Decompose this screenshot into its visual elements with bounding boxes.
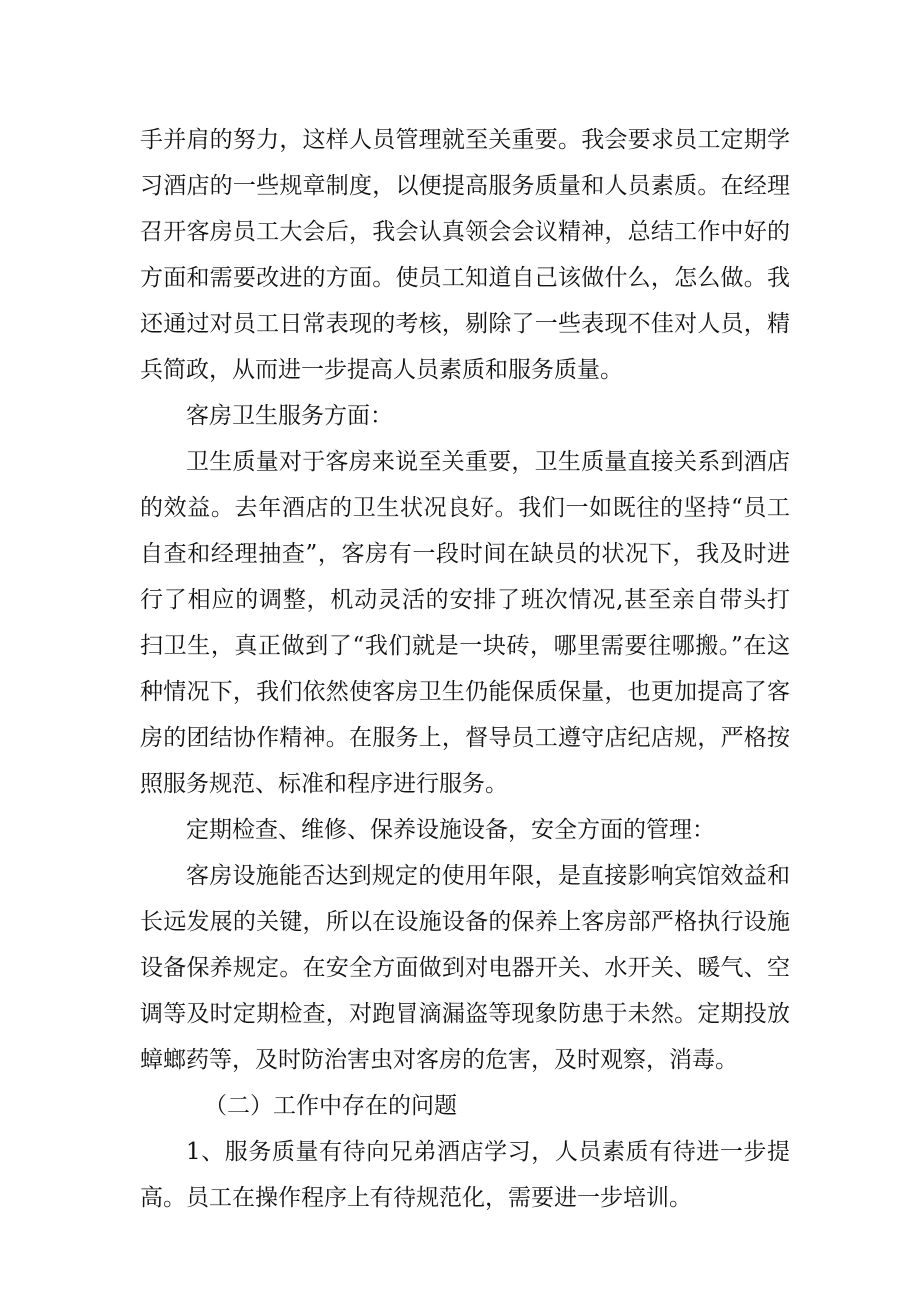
document-body <box>140 117 790 1221</box>
paragraph-staff-management: 手并肩的努力，这样人员管理就至关重要。我会要求员工定期学习酒店的一些规章制度，以便提高服务质量和人员素质。在经理召开客房员工大会后，我会认真领会会议精神，总结工作中好的方面和需要改进的方面。使员工知道自己该做什么，怎么做。我还通过对员工日常表现的考核，剔除了一些表现不佳对人员，精兵简政，从而进一步提高人员素质和服务质量。 <box>140 127 790 383</box>
heading-facility-maintenance: 定期检查、维修、保养设施设备，安全方面的管理： <box>186 817 715 843</box>
paragraph-facility-maintenance: 客房设施能否达到规定的使用年限，是直接影响宾馆效益和长远发展的关键，所以在设施设备的保养上客房部严格执行设施设备保养规定。在安全方面做到对电器开关、水开关、暖气、空调等及时定期检查，对跑冒滴漏盗等现象防患于未然。定期投放蟑螂药等，及时防治害虫对客房的危害，及时观察，消毒。 <box>140 863 790 1073</box>
heading-room-hygiene: 客房卫生服务方面： <box>186 403 393 429</box>
section-heading-problems: （二）工作中存在的问题 <box>204 1093 457 1119</box>
paragraph-room-hygiene: 卫生质量对于客房来说至关重要，卫生质量直接关系到酒店的效益。去年酒店的卫生状况良好。我们一如既往的坚持“员工自查和经理抽查”，客房有一段时间在缺员的状况下，我及时进行了相应的调整，机动灵活的安排了班次情况,甚至亲自带头打扫卫生，真正做到了“我们就是一块砖，哪里需要往哪搬。”在这种情况下，我们依然使客房卫生仍能保质保量，也更加提高了客房的团结协作精神。在服务上，督导员工遵守店纪店规，严格按照服务规范、标准和程序进行服务。 <box>140 449 790 797</box>
paragraph-problem-1: 1、服务质量有待向兄弟酒店学习，人员素质有待进一步提高。员工在操作程序上有待规范化，需要进一步培训。 <box>140 1139 790 1211</box>
